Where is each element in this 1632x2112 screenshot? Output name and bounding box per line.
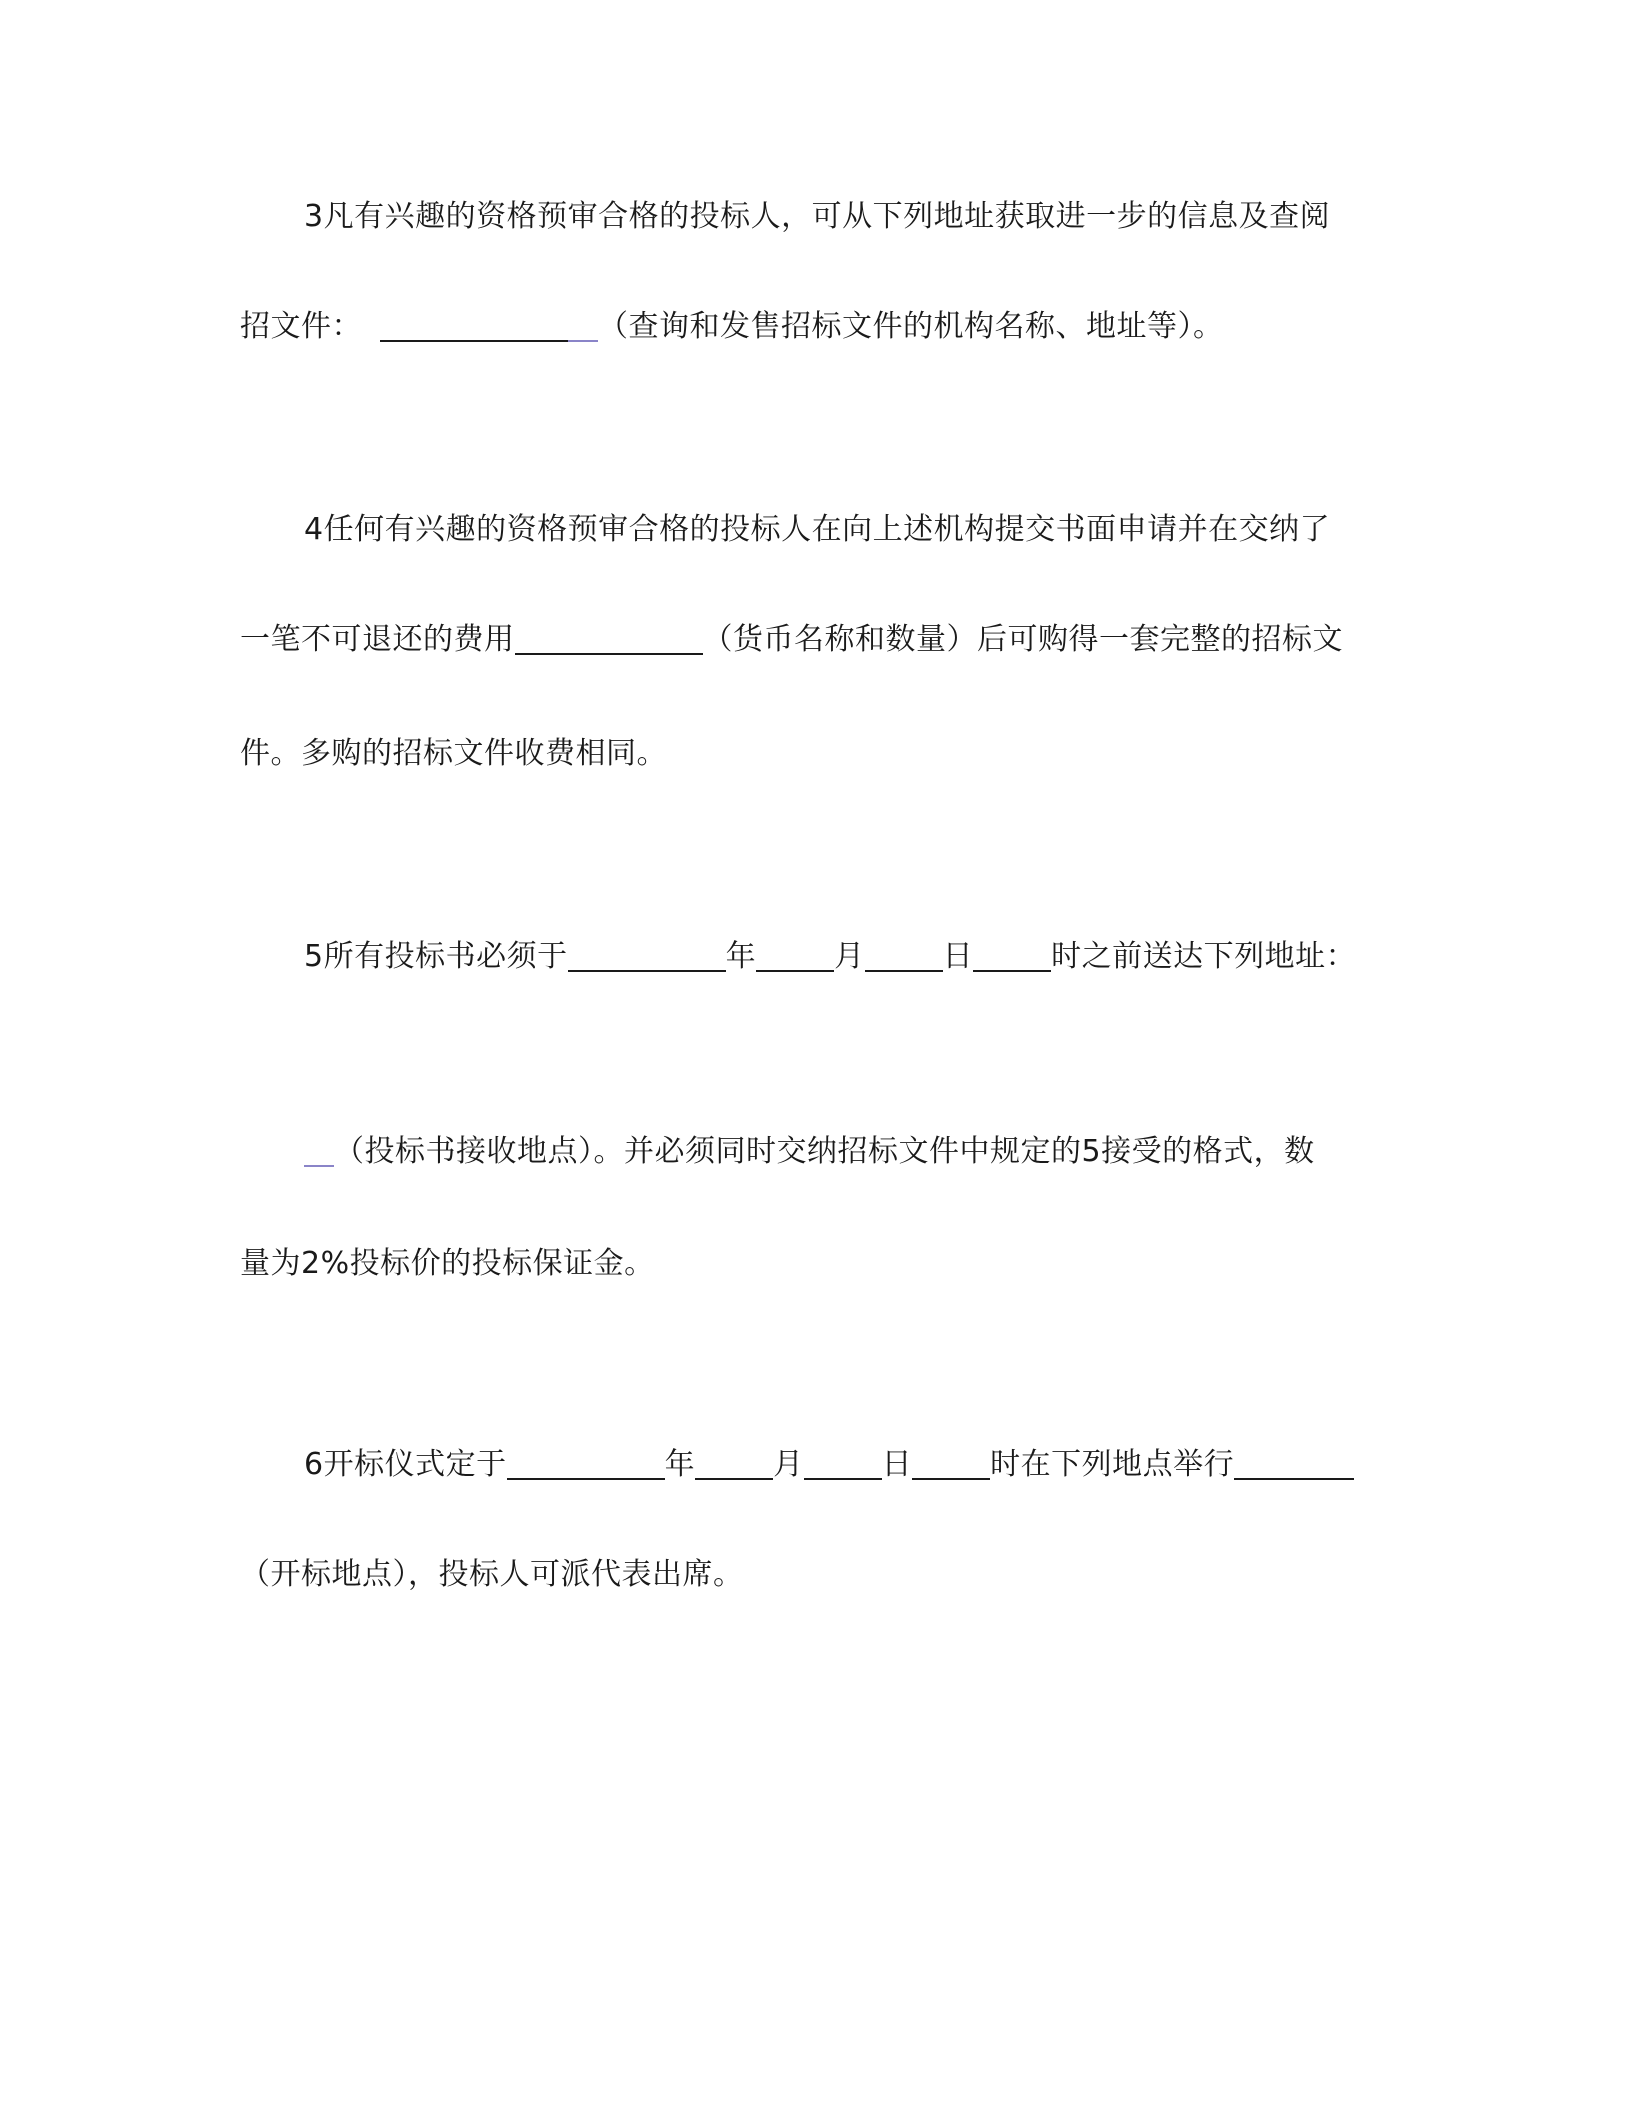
submission-place-blank[interactable] bbox=[304, 1131, 334, 1167]
para5-line2 bbox=[304, 1130, 1315, 1174]
fee-blank[interactable] bbox=[515, 619, 703, 655]
para6-line1 bbox=[304, 1443, 1354, 1487]
deadline-year-blank[interactable] bbox=[568, 936, 726, 972]
para3-line1: 3凡有兴趣的资格预审合格的投标人，可从下列地址获取进一步的信息及查阅 bbox=[304, 199, 1331, 234]
month-label: 月 bbox=[834, 939, 865, 974]
para5-line1-suffix: 时之前送达下列地址： bbox=[1051, 939, 1357, 974]
opening-hour-blank[interactable] bbox=[912, 1444, 990, 1480]
opening-year-blank[interactable] bbox=[507, 1444, 665, 1480]
para3-line2 bbox=[240, 305, 1224, 349]
address-blank[interactable] bbox=[380, 306, 568, 342]
year-label: 年 bbox=[664, 1447, 696, 1482]
para4-line2 bbox=[240, 618, 1343, 662]
deadline-hour-blank[interactable] bbox=[973, 936, 1051, 972]
para4-line2-suffix: （货币名称和数量）后可购得一套完整的招标文 bbox=[702, 622, 1343, 657]
day-label: 日 bbox=[881, 1447, 913, 1482]
para4-line1: 4任何有兴趣的资格预审合格的投标人在向上述机构提交书面申请并在交纳了 bbox=[304, 512, 1331, 547]
para6-line2: （开标地点），投标人可派代表出席。 bbox=[240, 1557, 744, 1592]
deadline-day-blank[interactable] bbox=[865, 936, 943, 972]
address-blank-tail bbox=[568, 306, 598, 342]
month-label: 月 bbox=[773, 1447, 804, 1482]
opening-month-blank[interactable] bbox=[695, 1444, 773, 1480]
para6-line1-mid: 时在下列地点举行 bbox=[990, 1447, 1235, 1482]
year-label: 年 bbox=[725, 939, 757, 974]
deadline-month-blank[interactable] bbox=[756, 936, 834, 972]
para5-line1-prefix: 5所有投标书必须于 bbox=[304, 939, 568, 974]
opening-day-blank[interactable] bbox=[804, 1444, 882, 1480]
opening-place-blank[interactable] bbox=[1234, 1444, 1354, 1480]
para5-line1 bbox=[304, 935, 1356, 979]
para3-line2-suffix: （查询和发售招标文件的机构名称、地址等）。 bbox=[598, 309, 1224, 344]
para5-line2-text: （投标书接收地点）。并必须同时交纳招标文件中规定的5接受的格式，数 bbox=[334, 1134, 1315, 1169]
para5-line3: 量为2%投标价的投标保证金。 bbox=[240, 1246, 655, 1281]
para3-line2-prefix: 招文件： bbox=[240, 309, 362, 344]
day-label: 日 bbox=[942, 939, 974, 974]
para4-line3: 件。多购的招标文件收费相同。 bbox=[240, 736, 667, 771]
para6-line1-prefix: 6开标仪式定于 bbox=[304, 1447, 507, 1482]
para4-line2-prefix: 一笔不可退还的费用 bbox=[240, 622, 515, 657]
